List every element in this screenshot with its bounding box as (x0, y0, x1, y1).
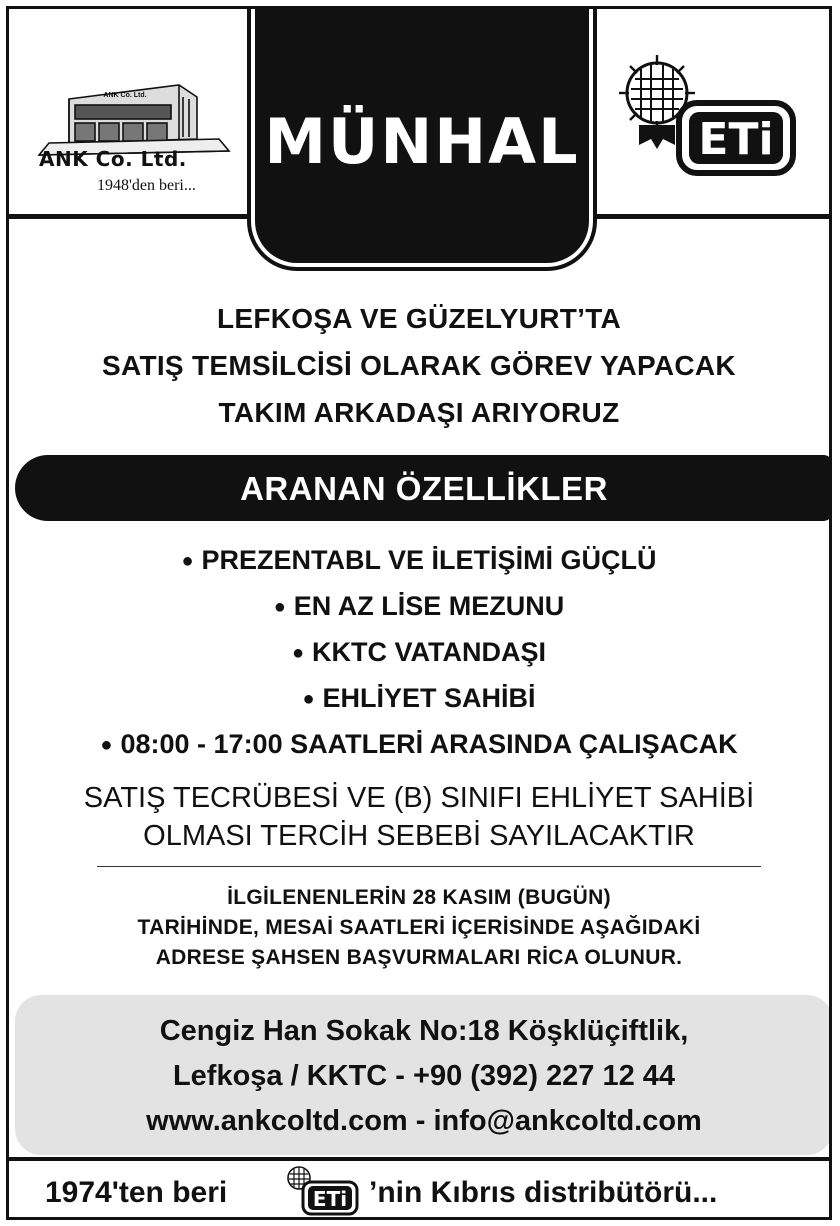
application-instructions (9, 883, 829, 973)
preference-line: SATIŞ TECRÜBESİ VE (B) SINIFI EHLİYET SAHİBİ (83, 782, 755, 814)
page-title: MÜNHAL (264, 105, 580, 178)
title-panel (255, 6, 589, 263)
bullet-icon: ● (291, 642, 305, 664)
headline-line: LEFKOŞA VE GÜZELYURT’TA (216, 303, 622, 334)
company-since: 1948'den beri... (97, 177, 196, 194)
contact-details (15, 1009, 832, 1144)
company-name: ANK Co. Ltd. (39, 147, 187, 171)
address-line: Cengiz Han Sokak No:18 Köşklüçiftlik, (159, 1015, 689, 1047)
list-item (9, 721, 829, 767)
contact-box (15, 995, 832, 1155)
headline (9, 295, 829, 436)
eti-logo-text: ETi (698, 114, 774, 165)
list-item (9, 583, 829, 629)
requirement-text: KKTC VATANDAŞI (312, 637, 547, 667)
bullet-icon: ● (100, 734, 113, 756)
eti-brand-logo (609, 49, 799, 179)
list-item (9, 629, 829, 675)
application-line: TARİHİNDE, MESAİ SAATLERİ İÇERİSİNDE AŞAĞIDAKİ (137, 916, 701, 939)
application-line: İLGİLENENLERİN 28 KASIM (BUGÜN) (227, 886, 611, 909)
list-item (9, 537, 829, 583)
section-divider (97, 866, 761, 867)
footer-distributor-text: ’nin Kıbrıs distribütörü... (369, 1176, 718, 1209)
building-sign: ANK Co. Ltd. (103, 92, 147, 99)
preference-line: OLMASI TERCİH SEBEBİ SAYILACAKTIR (143, 820, 695, 852)
footer-since-text: 1974'ten beri (45, 1176, 228, 1209)
requirements-title: ARANAN ÖZELLİKLER (240, 470, 608, 507)
bullet-icon: ● (181, 550, 194, 572)
bullet-icon: ● (302, 688, 315, 710)
headline-line: TAKIM ARKADAŞI ARIYORUZ (218, 397, 620, 428)
requirement-text: EN AZ LİSE MEZUNU (293, 591, 565, 621)
requirement-text: EHLİYET SAHİBİ (322, 683, 536, 713)
footer-eti-logo (273, 1164, 363, 1216)
list-item (9, 675, 829, 721)
requirements-list (9, 537, 829, 767)
footer-logo-text: ETi (312, 1187, 348, 1211)
web-email-line: www.ankcoltd.com - info@ankcoltd.com (146, 1105, 702, 1137)
application-line: ADRESE ŞAHSEN BAŞVURMALARI RİCA OLUNUR. (155, 946, 683, 969)
requirement-text: PREZENTABL VE İLETİŞİMİ GÜÇLÜ (201, 545, 657, 575)
requirement-text: 08:00 - 17:00 SAATLERİ ARASINDA ÇALIŞACAK (120, 729, 738, 759)
footer (9, 1164, 829, 1219)
footer-divider (9, 1157, 829, 1161)
city-phone-line: Lefkoşa / KKTC - +90 (392) 227 12 44 (172, 1060, 676, 1092)
preference-note (9, 779, 829, 855)
job-advertisement (6, 6, 832, 1220)
bullet-icon: ● (273, 596, 286, 618)
headline-line: SATIŞ TEMSİLCİSİ OLARAK GÖREV YAPACAK (102, 350, 736, 381)
requirements-banner (15, 455, 832, 521)
